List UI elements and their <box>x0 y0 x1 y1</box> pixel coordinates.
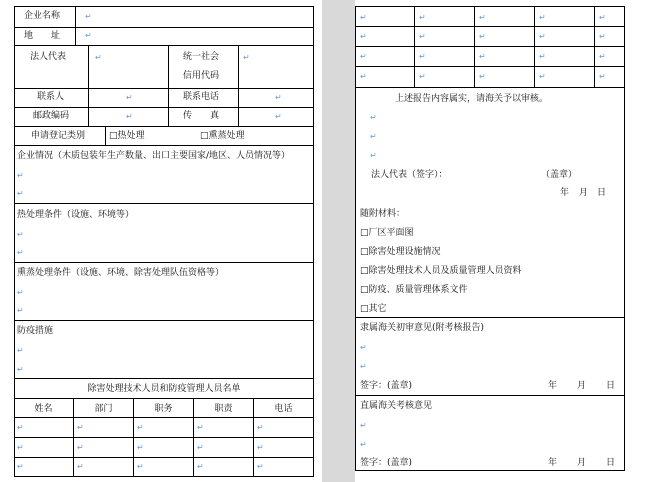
section-divider <box>355 317 625 318</box>
staff-list-title: 除害处理技术人员和防疫管理人员名单 <box>87 384 241 394</box>
paragraph-mark: ↵ <box>126 93 133 102</box>
paragraph-mark: ↵ <box>419 13 426 22</box>
date-month-label: 月 <box>577 458 587 468</box>
attachment-checkbox[interactable]: □除害处理设施情况 <box>360 247 441 257</box>
company-name-label: 企业名称 <box>24 11 61 21</box>
fumigation-checkbox[interactable]: □熏蒸处理 <box>200 131 245 141</box>
seal-label: （盖章） <box>541 170 578 180</box>
staff-column-header: 部门 <box>94 404 113 414</box>
paragraph-mark: ↵ <box>17 189 24 198</box>
row-divider <box>14 145 314 146</box>
staff-column-header: 姓名 <box>34 404 53 414</box>
table-border-right <box>313 6 314 476</box>
paragraph-mark: ↵ <box>539 52 546 61</box>
paragraph-mark: ↵ <box>77 443 84 452</box>
paragraph-mark: ↵ <box>599 52 606 61</box>
row-divider <box>14 45 314 46</box>
paragraph-mark: ↵ <box>419 32 426 41</box>
section-divider <box>14 262 314 263</box>
address-label: 地 址 <box>24 31 61 41</box>
column-divider <box>534 6 535 87</box>
paragraph-mark: ↵ <box>257 462 264 471</box>
heat-treatment-checkbox[interactable]: □热处理 <box>109 131 145 141</box>
date-year-label: 年 <box>548 381 558 391</box>
paragraph-mark: ↵ <box>17 171 24 180</box>
section-divider <box>355 395 625 396</box>
paragraph-mark: ↵ <box>197 423 204 432</box>
staff-column-header: 电话 <box>274 404 293 414</box>
attachment-checkbox[interactable]: □厂区平面图 <box>360 228 414 238</box>
column-divider <box>594 6 595 87</box>
subordinate-sign-seal-label: 签字：(盖章) <box>360 381 413 391</box>
section-divider <box>14 203 314 204</box>
paragraph-mark: ↵ <box>599 13 606 22</box>
paragraph-mark: ↵ <box>360 52 367 61</box>
paragraph-mark: ↵ <box>17 230 24 239</box>
attachments-heading: 随附材料： <box>360 209 406 219</box>
row-divider <box>355 26 625 27</box>
column-divider <box>168 45 169 127</box>
column-divider <box>105 126 106 145</box>
row-divider <box>14 457 314 458</box>
paragraph-mark: ↵ <box>360 362 367 371</box>
paragraph-mark: ↵ <box>419 72 426 81</box>
table-border-bottom <box>355 470 625 471</box>
legal-rep-label: 法人代表 <box>30 52 67 62</box>
paragraph-mark: ↵ <box>599 32 606 41</box>
paragraph-mark: ↵ <box>137 462 144 471</box>
row-divider <box>14 107 314 108</box>
paragraph-mark: ↵ <box>17 462 24 471</box>
paragraph-mark: ↵ <box>539 13 546 22</box>
column-divider <box>88 45 89 127</box>
paragraph-mark: ↵ <box>257 423 264 432</box>
row-divider <box>14 88 314 89</box>
table-border-bottom <box>14 476 314 477</box>
direct-sign-seal-label: 签字：(盖章) <box>360 458 413 468</box>
paragraph-mark: ↵ <box>360 72 367 81</box>
heat-conditions-heading: 热处理条件（设施、环境等） <box>17 210 135 220</box>
row-divider <box>355 66 625 67</box>
legal-rep-signature-label: 法人代表（签字）： <box>371 170 448 180</box>
credit-code-label-line2: 信用代码 <box>183 71 220 81</box>
row-divider <box>14 398 314 399</box>
paragraph-mark: ↵ <box>77 462 84 471</box>
application-form-page-2 <box>355 0 667 482</box>
paragraph-mark: ↵ <box>17 443 24 452</box>
subordinate-customs-opinion-heading: 隶属海关初审意见(附考核报告) <box>360 323 485 333</box>
attachment-checkbox[interactable]: □防疫、质量管理体系文件 <box>360 285 468 295</box>
paragraph-mark: ↵ <box>257 443 264 452</box>
column-divider <box>238 45 239 127</box>
date-day-label: 日 <box>606 381 616 391</box>
apply-category-label: 申请登记类别 <box>31 131 86 141</box>
date-year-label: 年 <box>548 458 558 468</box>
paragraph-mark: ↵ <box>479 52 486 61</box>
contact-label: 联系人 <box>37 92 65 102</box>
section-divider <box>14 320 314 321</box>
column-divider <box>474 6 475 87</box>
paragraph-mark: ↵ <box>360 440 367 449</box>
epidemic-measures-heading: 防疫措施 <box>17 326 54 336</box>
paragraph-mark: ↵ <box>17 346 24 355</box>
row-divider <box>14 417 314 418</box>
row-divider <box>355 46 625 47</box>
paragraph-mark: ↵ <box>85 31 92 40</box>
paragraph-mark: ↵ <box>599 72 606 81</box>
column-divider <box>75 6 76 45</box>
paragraph-mark: ↵ <box>17 306 24 315</box>
paragraph-mark: ↵ <box>370 151 377 160</box>
declaration-text: 上述报告内容属实，请海关予以审核。 <box>395 94 549 104</box>
date-month-label: 月 <box>577 381 587 391</box>
direct-customs-opinion-heading: 直属海关考核意见 <box>360 401 433 411</box>
row-divider <box>14 126 314 127</box>
row-divider <box>14 437 314 438</box>
paragraph-mark: ↵ <box>479 32 486 41</box>
paragraph-mark: ↵ <box>17 423 24 432</box>
paragraph-mark: ↵ <box>243 53 250 62</box>
table-border-left <box>355 6 356 471</box>
paragraph-mark: ↵ <box>17 365 24 374</box>
staff-column-header: 职责 <box>214 404 233 414</box>
paragraph-mark: ↵ <box>360 343 367 352</box>
paragraph-mark: ↵ <box>137 443 144 452</box>
staff-column-header: 职务 <box>154 404 173 414</box>
postcode-label: 邮政编码 <box>33 111 70 121</box>
paragraph-mark: ↵ <box>479 13 486 22</box>
table-border-top <box>355 6 625 7</box>
paragraph-mark: ↵ <box>77 423 84 432</box>
section-divider <box>14 378 314 379</box>
attachment-checkbox[interactable]: □除害处理技术人员及质量管理人员资料 <box>360 266 522 276</box>
paragraph-mark: ↵ <box>137 423 144 432</box>
paragraph-mark: ↵ <box>275 112 282 121</box>
credit-code-label-line1: 统一社会 <box>183 52 220 62</box>
date-month-label: 月 <box>579 188 589 198</box>
paragraph-mark: ↵ <box>17 248 24 257</box>
paragraph-mark: ↵ <box>85 12 92 21</box>
section-divider <box>355 87 625 88</box>
fax-label: 传 真 <box>183 111 220 121</box>
paragraph-mark: ↵ <box>95 53 102 62</box>
paragraph-mark: ↵ <box>370 113 377 122</box>
date-year-label: 年 <box>560 188 570 198</box>
column-divider <box>414 6 415 87</box>
paragraph-mark: ↵ <box>419 52 426 61</box>
paragraph-mark: ↵ <box>360 32 367 41</box>
paragraph-mark: ↵ <box>197 443 204 452</box>
phone-label: 联系电话 <box>183 92 220 102</box>
fumigation-conditions-heading: 熏蒸处理条件（设施、环境、除害处理队伍资格等） <box>17 268 225 278</box>
paragraph-mark: ↵ <box>17 288 24 297</box>
paragraph-mark: ↵ <box>479 72 486 81</box>
attachment-checkbox[interactable]: □其它 <box>360 304 387 314</box>
table-border-right <box>624 6 625 471</box>
table-border-top <box>14 6 314 7</box>
date-day-label: 日 <box>597 188 607 198</box>
application-form-page-1 <box>0 0 322 482</box>
paragraph-mark: ↵ <box>539 32 546 41</box>
date-day-label: 日 <box>606 458 616 468</box>
paragraph-mark: ↵ <box>539 72 546 81</box>
row-divider <box>14 27 314 28</box>
paragraph-mark: ↵ <box>360 13 367 22</box>
paragraph-mark: ↵ <box>126 112 133 121</box>
paragraph-mark: ↵ <box>275 93 282 102</box>
paragraph-mark: ↵ <box>197 462 204 471</box>
paragraph-mark: ↵ <box>360 421 367 430</box>
paragraph-mark: ↵ <box>370 132 377 141</box>
company-info-heading: 企业情况（木质包装年生产数量、出口主要国家/地区、人员情况等） <box>17 151 291 161</box>
